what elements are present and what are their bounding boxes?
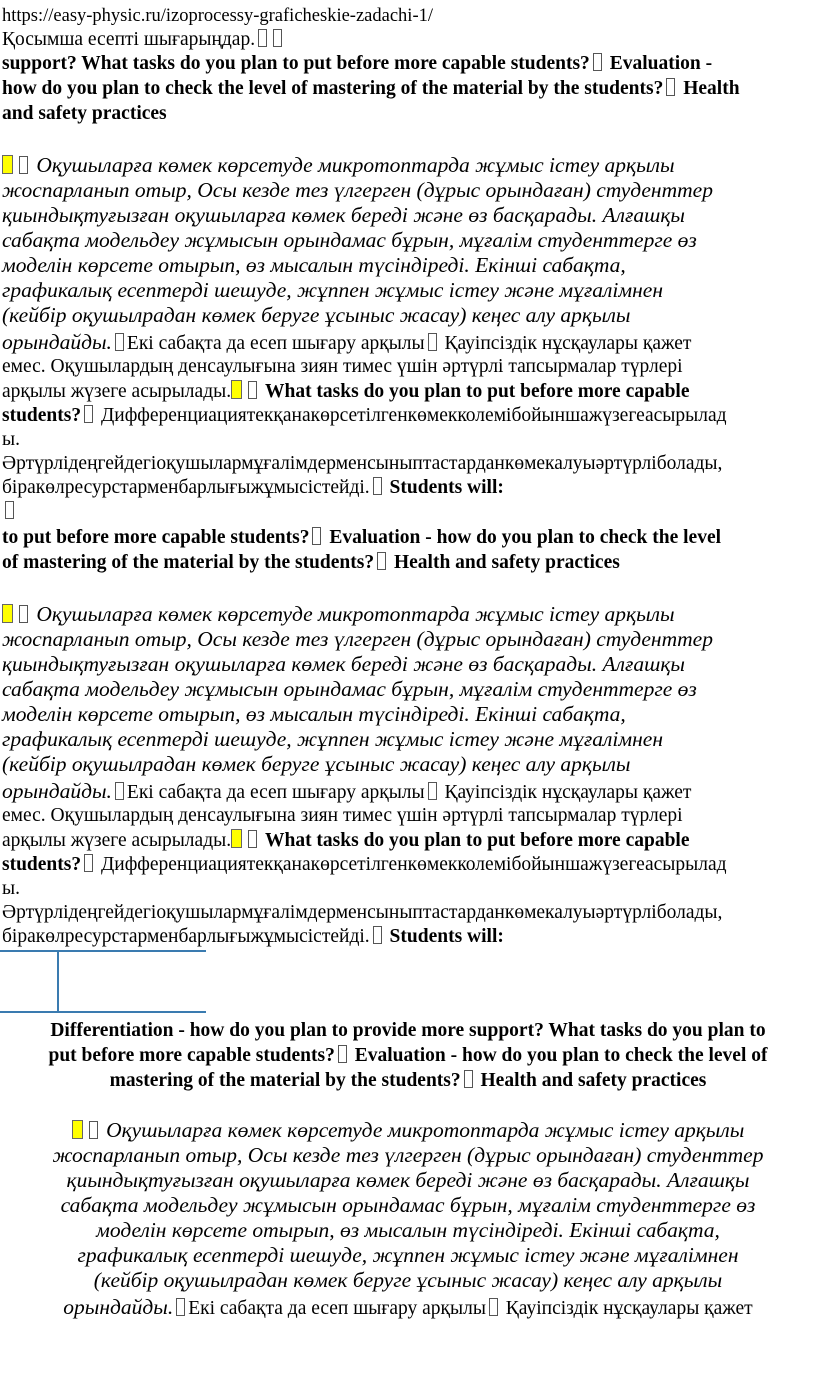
intro-line xyxy=(2,28,285,52)
bold-text: Students will: xyxy=(389,926,504,947)
highlight-marker-icon xyxy=(231,829,242,848)
block1-header-line2 xyxy=(2,77,740,101)
block1-header-line1 xyxy=(2,52,712,76)
missing-glyph-icon xyxy=(84,405,93,423)
header-text: Evaluation - how do you plan to check the level of xyxy=(354,1045,768,1066)
block2-body-line2: емес. Оқушылардың денсаулығына зиян тимес үшін әртүрлі тапсырмалар түрлері xyxy=(2,805,683,826)
missing-glyph-icon xyxy=(258,29,267,47)
missing-glyph-icon xyxy=(273,29,282,47)
block1-empty-glyph-line xyxy=(2,500,17,524)
header-text: put before more capable students? xyxy=(48,1045,335,1066)
header-text: Health and safety practices xyxy=(393,552,620,573)
block1-body-line4 xyxy=(2,404,727,428)
block2-italic-line5: моделін көрсете отырып, өз мысалын түсіндіреді. Екінші сабақта, xyxy=(2,702,626,726)
header-text: to put before more capable students? xyxy=(2,527,310,548)
missing-glyph-icon xyxy=(248,830,257,848)
block2-italic-line7: (кейбір оқушылрадан көмек беруге ұсыныс жасау) кеңес алу арқылы xyxy=(2,752,631,776)
header-text: Evaluation - xyxy=(609,53,713,74)
body-text: біракөлресурстарменбарлығыжұмысістейді. xyxy=(2,477,370,498)
block2-body-line7 xyxy=(2,925,504,949)
block2-body-line6: Әртүрлідеңгейдегіоқушылармұғалімдерменсыныптастарданкөмекалуыәртүрліболады, xyxy=(2,902,723,923)
block2-header-line1 xyxy=(2,526,721,550)
block1-italic-line6: графикалық есептерді шешуде, жұппен жұмыс істеу және мұғалімнен xyxy=(2,278,663,302)
block2-body-line5: ы. xyxy=(2,878,20,899)
missing-glyph-icon xyxy=(89,1121,98,1139)
body-text: арқылы жүзеге асырылады. xyxy=(2,830,232,851)
block2-body-line4 xyxy=(2,853,727,877)
highlight-marker-icon xyxy=(72,1120,83,1139)
block1-body-line2: емес. Оқушылардың денсаулығына зиян тимес үшін әртүрлі тапсырмалар түрлері xyxy=(2,356,683,377)
block3-italic-line4: сабақта модельдеу жұмысын орындамас бұрын, мұғалім студенттерге өз xyxy=(60,1193,756,1217)
intro-text: Қосымша есепті шығарыңдар. xyxy=(2,29,256,50)
block3-italic-line8 xyxy=(0,1295,816,1321)
missing-glyph-icon xyxy=(593,53,602,71)
missing-glyph-icon xyxy=(377,552,386,570)
body-text: Қауіпсіздік нұсқаулары қажет xyxy=(505,1298,753,1319)
block3-italic-line3: қиындықтуғызған оқушыларға көмек береді және өз басқарады. Алғашқы xyxy=(66,1168,750,1192)
body-text: Екі сабақта да есеп шығару арқылы xyxy=(126,782,425,803)
missing-glyph-icon xyxy=(464,1070,473,1088)
body-text: Дифференциациятекқанакөрсетілгенкөмекколемібойыншажүзегеасырылад xyxy=(100,405,727,426)
block2-italic-line4: сабақта модельдеу жұмысын орындамас бұрын, мұғалім студенттерге өз xyxy=(2,677,697,701)
bold-text: students? xyxy=(2,854,82,875)
missing-glyph-icon xyxy=(115,782,124,800)
table-border-bottom xyxy=(0,1011,206,1013)
italic-text: Оқушыларға көмек көрсетуде микротоптарда жұмыс істеу арқылы xyxy=(36,602,675,626)
block3-italic-line1 xyxy=(0,1118,816,1143)
header-text: Health xyxy=(683,78,740,99)
block3-italic-line5: моделін көрсете отырып, өз мысалын түсіндіреді. Екінші сабақта, xyxy=(96,1218,720,1242)
block1-body-line7 xyxy=(2,476,504,500)
body-text: Қауіпсіздік нұсқаулары қажет xyxy=(444,333,692,354)
block1-italic-line3: қиындықтуғызған оқушыларға көмек береді және өз басқарады. Алғашқы xyxy=(2,203,685,227)
header-text: of mastering of the material by the students? xyxy=(2,552,375,573)
italic-text: орындайды. xyxy=(63,1295,174,1319)
highlight-marker-icon xyxy=(2,604,13,623)
block3-header-line3 xyxy=(0,1069,816,1093)
bold-text: What tasks do you plan to put before more capable xyxy=(264,830,690,851)
block2-body-line3 xyxy=(2,829,690,853)
block1-italic-line7: (кейбір оқушылрадан көмек беруге ұсыныс жасау) кеңес алу арқылы xyxy=(2,303,631,327)
missing-glyph-icon xyxy=(84,854,93,872)
missing-glyph-icon xyxy=(19,156,28,174)
highlight-marker-icon xyxy=(2,155,13,174)
highlight-marker-icon xyxy=(231,380,242,399)
missing-glyph-icon xyxy=(338,1045,347,1063)
block1-body-line6: Әртүрлідеңгейдегіоқушылармұғалімдерменсыныптастарданкөмекалуыәртүрліболады, xyxy=(2,453,723,474)
missing-glyph-icon xyxy=(428,333,437,351)
block2-italic-line2: жоспарланып отыр, Осы кезде тез үлгерген (дұрыс орындаған) студенттер xyxy=(2,627,713,651)
missing-glyph-icon xyxy=(5,501,14,519)
italic-text: орындайды. xyxy=(2,330,112,354)
block2-header-line2 xyxy=(2,551,620,575)
header-text: Evaluation - how do you plan to check the level xyxy=(329,527,722,548)
block2-italic-line1 xyxy=(2,602,675,627)
body-text: Екі сабақта да есеп шығару арқылы xyxy=(126,333,425,354)
missing-glyph-icon xyxy=(666,78,675,96)
body-text: арқылы жүзеге асырылады. xyxy=(2,381,232,402)
missing-glyph-icon xyxy=(373,926,382,944)
header-text: mastering of the material by the students? xyxy=(109,1070,461,1091)
block1-body-line3 xyxy=(2,380,690,404)
source-url[interactable]: https://easy-physic.ru/izoprocessy-graficheskie-zadachi-1/ xyxy=(2,6,433,26)
bold-text: What tasks do you plan to put before more capable xyxy=(264,381,690,402)
bold-text: Students will: xyxy=(389,477,504,498)
block1-italic-line8 xyxy=(2,330,691,356)
body-text: Екі сабақта да есеп шығару арқылы xyxy=(188,1298,486,1319)
block1-italic-line4: сабақта модельдеу жұмысын орындамас бұрын, мұғалім студенттерге өз xyxy=(2,228,697,252)
missing-glyph-icon xyxy=(489,1298,498,1316)
italic-text: Оқушыларға көмек көрсетуде микротоптарда жұмыс істеу арқылы xyxy=(36,153,675,177)
block2-italic-line3: қиындықтуғызған оқушыларға көмек береді және өз басқарады. Алғашқы xyxy=(2,652,685,676)
block1-italic-line5: моделін көрсете отырып, өз мысалын түсіндіреді. Екінші сабақта, xyxy=(2,253,626,277)
block1-italic-line2: жоспарланып отыр, Осы кезде тез үлгерген (дұрыс орындаған) студенттер xyxy=(2,178,713,202)
header-text: Health and safety practices xyxy=(480,1070,707,1091)
block1-header-line3: and safety practices xyxy=(2,103,167,124)
block3-italic-line2: жоспарланып отыр, Осы кезде тез үлгерген (дұрыс орындаған) студенттер xyxy=(52,1143,764,1167)
header-text: how do you plan to check the level of mastering of the material by the students? xyxy=(2,78,664,99)
body-text: Қауіпсіздік нұсқаулары қажет xyxy=(444,782,692,803)
block1-body-line5: ы. xyxy=(2,429,20,450)
missing-glyph-icon xyxy=(176,1298,185,1316)
table-border-vertical xyxy=(57,950,59,1012)
missing-glyph-icon xyxy=(312,527,321,545)
missing-glyph-icon xyxy=(19,605,28,623)
block2-italic-line6: графикалық есептерді шешуде, жұппен жұмыс істеу және мұғалімнен xyxy=(2,727,663,751)
block3-italic-line7: (кейбір оқушылрадан көмек беруге ұсыныс жасау) кеңес алу арқылы xyxy=(93,1268,723,1292)
bold-text: students? xyxy=(2,405,82,426)
missing-glyph-icon xyxy=(373,477,382,495)
italic-text: Оқушыларға көмек көрсетуде микротоптарда жұмыс істеу арқылы xyxy=(106,1118,745,1142)
block2-italic-line8 xyxy=(2,779,691,805)
header-text: support? What tasks do you plan to put before more capable students? xyxy=(2,53,590,74)
missing-glyph-icon xyxy=(115,333,124,351)
italic-text: орындайды. xyxy=(2,779,112,803)
table-border-top xyxy=(0,950,206,952)
body-text: Дифференциациятекқанакөрсетілгенкөмекколемібойыншажүзегеасырылад xyxy=(100,854,727,875)
block3-italic-line6: графикалық есептерді шешуде, жұппен жұмыс істеу және мұғалімнен xyxy=(77,1243,739,1267)
body-text: біракөлресурстарменбарлығыжұмысістейді. xyxy=(2,926,370,947)
block3-header-line2 xyxy=(0,1044,816,1068)
missing-glyph-icon xyxy=(428,782,437,800)
block3-header-line1: Differentiation - how do you plan to provide more support? What tasks do you plan to xyxy=(50,1020,766,1041)
missing-glyph-icon xyxy=(248,381,257,399)
block1-italic-line1 xyxy=(2,153,675,178)
